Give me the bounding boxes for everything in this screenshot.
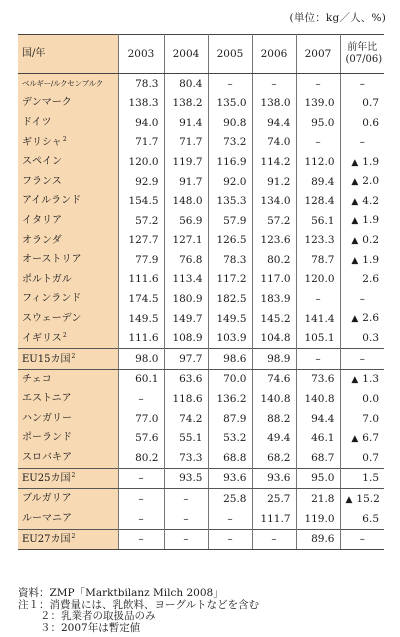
country-label: イタリア bbox=[22, 214, 62, 226]
value-cell: – bbox=[118, 509, 164, 529]
decrease-triangle-icon: ▲ bbox=[351, 255, 359, 266]
value-cell: 78.3 bbox=[118, 74, 164, 94]
value-cell: 92.0 bbox=[208, 172, 252, 192]
country-name bbox=[18, 192, 118, 212]
change-cell bbox=[340, 489, 384, 509]
change-cell bbox=[340, 250, 384, 270]
header-change-line1: 前年比 bbox=[347, 42, 378, 53]
country-name bbox=[18, 329, 118, 349]
country-name bbox=[18, 211, 118, 231]
change-value: 1.5 bbox=[362, 472, 379, 485]
value-cell: – bbox=[208, 529, 252, 550]
country-name bbox=[18, 390, 118, 410]
country-label: ハンガリー bbox=[22, 412, 72, 424]
value-cell: 73.2 bbox=[208, 133, 252, 153]
value-cell: 68.8 bbox=[208, 448, 252, 468]
country-name bbox=[18, 152, 118, 172]
value-cell: – bbox=[252, 529, 296, 550]
value-cell: 93.6 bbox=[208, 468, 252, 489]
decrease-triangle-icon: ▲ bbox=[351, 196, 359, 207]
value-cell: 174.5 bbox=[118, 290, 164, 310]
value-cell: 113.4 bbox=[164, 270, 208, 290]
value-cell: – bbox=[118, 390, 164, 410]
header-year: 2005 bbox=[208, 35, 252, 74]
change-value: – bbox=[359, 136, 365, 149]
value-cell: – bbox=[118, 529, 164, 550]
value-cell: 126.5 bbox=[208, 231, 252, 251]
value-cell: 145.2 bbox=[252, 309, 296, 329]
value-cell: 77.0 bbox=[118, 409, 164, 429]
change-cell bbox=[340, 329, 384, 349]
value-cell: 53.2 bbox=[208, 429, 252, 449]
value-cell: 71.7 bbox=[164, 133, 208, 153]
value-cell: 91.4 bbox=[164, 113, 208, 133]
value-cell: 182.5 bbox=[208, 290, 252, 310]
value-cell: 116.9 bbox=[208, 152, 252, 172]
value-cell: 73.3 bbox=[164, 448, 208, 468]
value-cell: – bbox=[296, 133, 340, 153]
note-1: 注１：消費量には、乳飲料、ヨーグルトなどを含む bbox=[18, 598, 260, 611]
change-cell bbox=[340, 369, 384, 389]
table-row bbox=[18, 74, 384, 94]
value-cell: 57.9 bbox=[208, 211, 252, 231]
country-label: スウェーデン bbox=[22, 312, 82, 324]
value-cell: 135.0 bbox=[208, 94, 252, 114]
value-cell: 136.2 bbox=[208, 390, 252, 410]
notes bbox=[18, 588, 259, 634]
value-cell: – bbox=[252, 74, 296, 94]
value-cell: 117.2 bbox=[208, 270, 252, 290]
change-value: 0.0 bbox=[362, 393, 379, 406]
value-cell: 111.7 bbox=[252, 509, 296, 529]
country-label: オランダ bbox=[22, 234, 62, 246]
change-cell bbox=[340, 172, 384, 192]
value-cell: – bbox=[118, 489, 164, 509]
value-cell: 89.6 bbox=[296, 529, 340, 550]
change-cell bbox=[340, 309, 384, 329]
value-cell: 98.9 bbox=[252, 349, 296, 370]
change-value: 6.7 bbox=[362, 431, 379, 444]
header-year: 2007 bbox=[296, 35, 340, 74]
value-cell: – bbox=[164, 529, 208, 550]
country-name bbox=[18, 133, 118, 153]
value-cell: 78.3 bbox=[208, 250, 252, 270]
value-cell: – bbox=[164, 509, 208, 529]
value-cell: – bbox=[118, 468, 164, 489]
table-row bbox=[18, 448, 384, 468]
value-cell: 128.4 bbox=[296, 192, 340, 212]
note-marker: 2 bbox=[71, 532, 76, 540]
change-value: 0.2 bbox=[362, 234, 379, 247]
decrease-triangle-icon: ▲ bbox=[351, 216, 359, 227]
country-name bbox=[18, 172, 118, 192]
unit-label: (単位：kg／人、%) bbox=[289, 12, 386, 24]
table-row bbox=[18, 409, 384, 429]
value-cell: 138.3 bbox=[118, 94, 164, 114]
value-cell: 88.2 bbox=[252, 409, 296, 429]
decrease-triangle-icon: ▲ bbox=[351, 236, 359, 247]
value-cell: 127.7 bbox=[118, 231, 164, 251]
header-change bbox=[340, 35, 384, 74]
country-name bbox=[18, 489, 118, 509]
value-cell: 149.5 bbox=[118, 309, 164, 329]
change-value: – bbox=[359, 352, 365, 365]
value-cell: 140.8 bbox=[296, 390, 340, 410]
country-label: EU25カ国 bbox=[22, 473, 71, 485]
country-label: ルーマニア bbox=[22, 512, 72, 524]
note-3: ３：2007年は暫定値 bbox=[40, 621, 141, 634]
country-name bbox=[18, 74, 118, 94]
table-row bbox=[18, 529, 384, 550]
value-cell: 138.2 bbox=[164, 94, 208, 114]
country-name bbox=[18, 349, 118, 370]
change-value: 0.7 bbox=[362, 451, 379, 464]
value-cell: 149.5 bbox=[208, 309, 252, 329]
change-cell bbox=[340, 270, 384, 290]
value-cell: 91.7 bbox=[164, 172, 208, 192]
country-label: アイルランド bbox=[22, 195, 82, 207]
value-cell: 180.9 bbox=[164, 290, 208, 310]
table-row bbox=[18, 468, 384, 489]
value-cell: 77.9 bbox=[118, 250, 164, 270]
note-marker: 2 bbox=[71, 472, 76, 480]
decrease-triangle-icon: ▲ bbox=[351, 314, 359, 325]
change-cell bbox=[340, 509, 384, 529]
country-name bbox=[18, 369, 118, 389]
change-value: 2.0 bbox=[362, 175, 379, 188]
change-value: 1.9 bbox=[362, 253, 379, 266]
country-name bbox=[18, 509, 118, 529]
change-cell bbox=[340, 211, 384, 231]
note-marker: 2 bbox=[62, 332, 67, 340]
change-cell bbox=[340, 448, 384, 468]
table-row bbox=[18, 211, 384, 231]
value-cell: – bbox=[208, 74, 252, 94]
value-cell: – bbox=[296, 290, 340, 310]
header-change-line2: (07/06) bbox=[345, 54, 383, 65]
country-label: デンマーク bbox=[22, 97, 72, 109]
table-row bbox=[18, 172, 384, 192]
value-cell: 108.9 bbox=[164, 329, 208, 349]
change-cell bbox=[340, 152, 384, 172]
value-cell: 112.0 bbox=[296, 152, 340, 172]
value-cell: 46.1 bbox=[296, 429, 340, 449]
value-cell: 89.4 bbox=[296, 172, 340, 192]
change-value: 1.3 bbox=[362, 373, 379, 386]
country-label: チェコ bbox=[22, 373, 52, 385]
value-cell: 71.7 bbox=[118, 133, 164, 153]
country-label: オーストリア bbox=[22, 254, 82, 266]
change-value: 6.5 bbox=[362, 512, 379, 525]
country-name bbox=[18, 231, 118, 251]
value-cell: 93.5 bbox=[164, 468, 208, 489]
value-cell: 139.0 bbox=[296, 94, 340, 114]
header-country: 国/年 bbox=[18, 35, 118, 74]
header-year: 2003 bbox=[118, 35, 164, 74]
value-cell: 140.8 bbox=[252, 390, 296, 410]
change-cell bbox=[340, 390, 384, 410]
change-value: 1.9 bbox=[362, 155, 379, 168]
value-cell: 76.8 bbox=[164, 250, 208, 270]
value-cell: – bbox=[164, 489, 208, 509]
value-cell: 63.6 bbox=[164, 369, 208, 389]
value-cell: 98.0 bbox=[118, 349, 164, 370]
change-cell bbox=[340, 113, 384, 133]
value-cell: 70.0 bbox=[208, 369, 252, 389]
value-cell: 95.0 bbox=[296, 468, 340, 489]
value-cell: 118.6 bbox=[164, 390, 208, 410]
value-cell: – bbox=[296, 349, 340, 370]
country-label: イギリス bbox=[22, 333, 62, 345]
value-cell: 49.4 bbox=[252, 429, 296, 449]
table-row bbox=[18, 309, 384, 329]
change-value: 4.2 bbox=[362, 194, 379, 207]
value-cell: 114.2 bbox=[252, 152, 296, 172]
change-cell bbox=[340, 409, 384, 429]
value-cell: 98.6 bbox=[208, 349, 252, 370]
decrease-triangle-icon: ▲ bbox=[351, 177, 359, 188]
header-year: 2004 bbox=[164, 35, 208, 74]
table-row bbox=[18, 250, 384, 270]
change-cell bbox=[340, 290, 384, 310]
table-row bbox=[18, 390, 384, 410]
value-cell: 135.3 bbox=[208, 192, 252, 212]
table-row bbox=[18, 270, 384, 290]
value-cell: 60.1 bbox=[118, 369, 164, 389]
change-cell bbox=[340, 133, 384, 153]
value-cell: 97.7 bbox=[164, 349, 208, 370]
country-label: スロバキア bbox=[22, 452, 72, 464]
country-name bbox=[18, 113, 118, 133]
table-row bbox=[18, 489, 384, 509]
change-cell bbox=[340, 94, 384, 114]
table-row bbox=[18, 94, 384, 114]
table-row bbox=[18, 429, 384, 449]
note-2: ２：乳業者の取扱品のみ bbox=[40, 610, 156, 622]
country-name bbox=[18, 529, 118, 550]
country-name bbox=[18, 94, 118, 114]
country-name bbox=[18, 290, 118, 310]
country-label: フィンランド bbox=[22, 293, 82, 305]
change-value: – bbox=[359, 77, 365, 90]
country-name bbox=[18, 468, 118, 489]
value-cell: 74.6 bbox=[252, 369, 296, 389]
value-cell: 148.0 bbox=[164, 192, 208, 212]
decrease-triangle-icon: ▲ bbox=[351, 157, 359, 168]
country-label: ポルトガル bbox=[22, 273, 72, 285]
change-value: 7.0 bbox=[362, 412, 379, 425]
change-cell bbox=[340, 74, 384, 94]
table-row bbox=[18, 509, 384, 529]
table-row bbox=[18, 290, 384, 310]
value-cell: 141.4 bbox=[296, 309, 340, 329]
change-cell bbox=[340, 231, 384, 251]
value-cell: 91.2 bbox=[252, 172, 296, 192]
value-cell: 93.6 bbox=[252, 468, 296, 489]
value-cell: 111.6 bbox=[118, 329, 164, 349]
header-row bbox=[18, 35, 384, 74]
country-name bbox=[18, 448, 118, 468]
decrease-triangle-icon: ▲ bbox=[351, 433, 359, 444]
value-cell: 94.4 bbox=[252, 113, 296, 133]
value-cell: 149.7 bbox=[164, 309, 208, 329]
note-marker: 2 bbox=[71, 352, 76, 360]
value-cell: 80.2 bbox=[252, 250, 296, 270]
change-cell bbox=[340, 192, 384, 212]
country-name bbox=[18, 250, 118, 270]
country-label: フランス bbox=[22, 175, 62, 187]
value-cell: 104.8 bbox=[252, 329, 296, 349]
source-note: 資料：ZMP「Marktbilanz Milch 2008」 bbox=[18, 587, 224, 599]
country-label: ポーランド bbox=[22, 432, 72, 444]
country-name bbox=[18, 309, 118, 329]
value-cell: 25.8 bbox=[208, 489, 252, 509]
change-cell bbox=[340, 529, 384, 550]
country-name bbox=[18, 429, 118, 449]
note-marker: 2 bbox=[62, 136, 67, 144]
header-year: 2006 bbox=[252, 35, 296, 74]
value-cell: 92.9 bbox=[118, 172, 164, 192]
value-cell: 74.2 bbox=[164, 409, 208, 429]
value-cell: 78.7 bbox=[296, 250, 340, 270]
value-cell: 119.7 bbox=[164, 152, 208, 172]
value-cell: 80.4 bbox=[164, 74, 208, 94]
country-label: ブルガリア bbox=[22, 493, 72, 505]
value-cell: 154.5 bbox=[118, 192, 164, 212]
country-name bbox=[18, 409, 118, 429]
value-cell: 94.0 bbox=[118, 113, 164, 133]
value-cell: 134.0 bbox=[252, 192, 296, 212]
value-cell: 90.8 bbox=[208, 113, 252, 133]
value-cell: 117.0 bbox=[252, 270, 296, 290]
value-cell: 57.2 bbox=[252, 211, 296, 231]
table-row bbox=[18, 329, 384, 349]
value-cell: 127.1 bbox=[164, 231, 208, 251]
value-cell: 94.4 bbox=[296, 409, 340, 429]
country-label: スペイン bbox=[22, 156, 62, 168]
country-label: ドイツ bbox=[22, 116, 52, 128]
table-row bbox=[18, 133, 384, 153]
value-cell: 111.6 bbox=[118, 270, 164, 290]
consumption-table bbox=[18, 34, 384, 550]
decrease-triangle-icon: ▲ bbox=[345, 494, 353, 505]
value-cell: 95.0 bbox=[296, 113, 340, 133]
change-value: 1.9 bbox=[362, 214, 379, 227]
country-label: エストニア bbox=[22, 393, 72, 405]
change-value: 0.7 bbox=[362, 97, 379, 110]
table-row bbox=[18, 152, 384, 172]
value-cell: 68.7 bbox=[296, 448, 340, 468]
value-cell: 183.9 bbox=[252, 290, 296, 310]
value-cell: 123.6 bbox=[252, 231, 296, 251]
value-cell: 25.7 bbox=[252, 489, 296, 509]
value-cell: 56.1 bbox=[296, 211, 340, 231]
value-cell: 57.6 bbox=[118, 429, 164, 449]
value-cell: – bbox=[296, 74, 340, 94]
value-cell: 68.2 bbox=[252, 448, 296, 468]
value-cell: 74.0 bbox=[252, 133, 296, 153]
country-label: ベルギー/ルクセンブルク bbox=[22, 78, 103, 88]
change-cell bbox=[340, 468, 384, 489]
value-cell: 21.8 bbox=[296, 489, 340, 509]
country-label: EU15カ国 bbox=[22, 353, 71, 365]
change-value: 2.6 bbox=[362, 273, 379, 286]
change-value: 2.6 bbox=[362, 312, 379, 325]
country-label: ギリシャ bbox=[22, 137, 62, 149]
change-value: 15.2 bbox=[356, 492, 380, 505]
value-cell: 103.9 bbox=[208, 329, 252, 349]
change-value: – bbox=[359, 293, 365, 306]
value-cell: 55.1 bbox=[164, 429, 208, 449]
value-cell: 120.0 bbox=[118, 152, 164, 172]
table-row bbox=[18, 231, 384, 251]
change-value: – bbox=[359, 533, 365, 546]
value-cell: 120.0 bbox=[296, 270, 340, 290]
decrease-triangle-icon: ▲ bbox=[351, 375, 359, 386]
value-cell: – bbox=[208, 509, 252, 529]
table-row bbox=[18, 192, 384, 212]
value-cell: 80.2 bbox=[118, 448, 164, 468]
country-name bbox=[18, 270, 118, 290]
value-cell: 123.3 bbox=[296, 231, 340, 251]
value-cell: 138.0 bbox=[252, 94, 296, 114]
change-cell bbox=[340, 429, 384, 449]
value-cell: 57.2 bbox=[118, 211, 164, 231]
table-row bbox=[18, 349, 384, 370]
table-row bbox=[18, 369, 384, 389]
value-cell: 56.9 bbox=[164, 211, 208, 231]
country-label: EU27カ国 bbox=[22, 533, 71, 545]
table-row bbox=[18, 113, 384, 133]
change-cell bbox=[340, 349, 384, 370]
change-value: 0.3 bbox=[362, 332, 379, 345]
value-cell: 87.9 bbox=[208, 409, 252, 429]
value-cell: 73.6 bbox=[296, 369, 340, 389]
value-cell: 119.0 bbox=[296, 509, 340, 529]
value-cell: 105.1 bbox=[296, 329, 340, 349]
change-value: 0.6 bbox=[362, 116, 379, 129]
